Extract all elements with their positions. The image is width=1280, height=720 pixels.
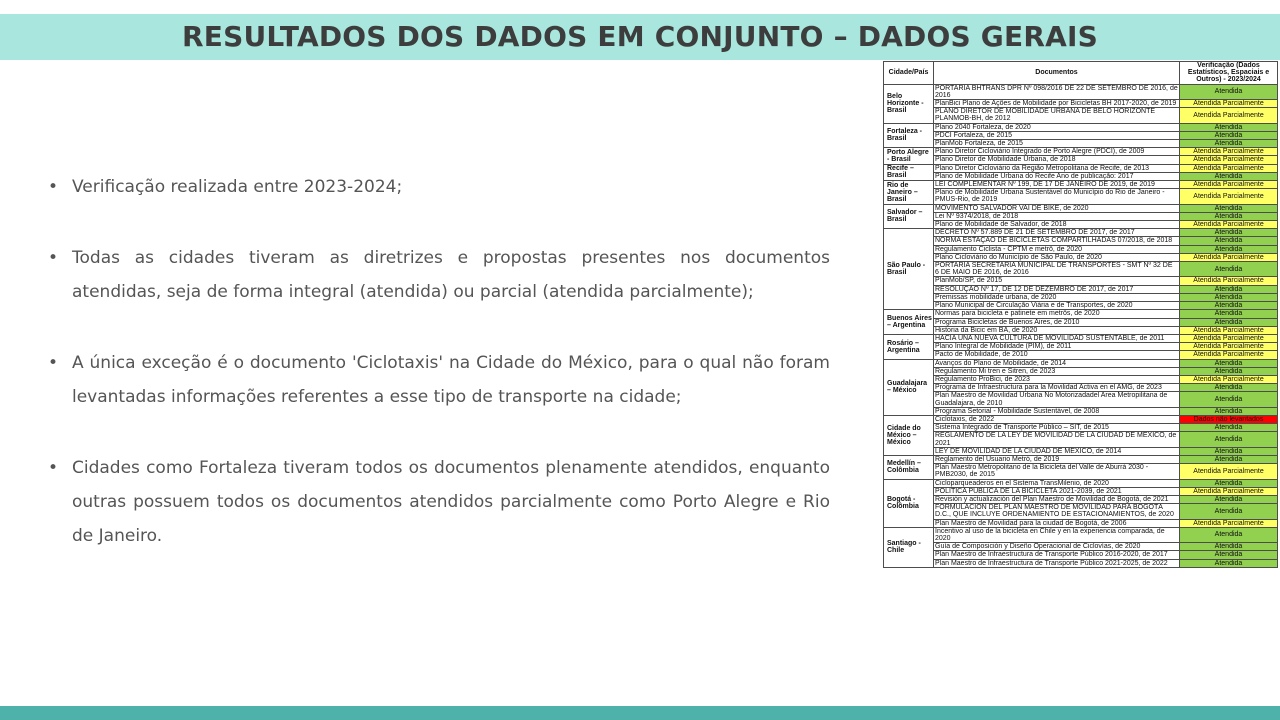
status-cell: Atendida Parcialmente <box>1180 100 1278 108</box>
document-cell: Plano Integral de Mobilidade (PIM), de 2011 <box>934 343 1180 351</box>
status-cell: Atendida <box>1180 447 1278 455</box>
table-row <box>884 504 1278 519</box>
document-cell: REGLAMENTO DE LA LEY DE MOVILIDAD DE LA CIUDAD DE MÉXICO, de 2021 <box>934 432 1180 447</box>
document-cell: Incentivo al uso de la bicicleta en Chile y en la experiencia comparada, de 2020 <box>934 527 1180 542</box>
document-cell: Plano Municipal de Circulação Viária e de Transportes, de 2020 <box>934 302 1180 310</box>
footer-bar <box>0 706 1280 720</box>
table-row <box>884 285 1278 293</box>
table-row <box>884 123 1278 131</box>
documents-table <box>883 61 1278 568</box>
status-cell: Atendida <box>1180 293 1278 301</box>
status-cell: Atendida Parcialmente <box>1180 464 1278 479</box>
status-cell: Atendida <box>1180 237 1278 245</box>
table-row <box>884 343 1278 351</box>
status-cell: Atendida <box>1180 384 1278 392</box>
table-row <box>884 527 1278 542</box>
status-cell: Atendida <box>1180 432 1278 447</box>
document-cell: Premissas mobilidade urbana, de 2020 <box>934 293 1180 301</box>
table-row <box>884 221 1278 229</box>
header-city: Cidade/País <box>884 62 934 85</box>
status-cell: Atendida <box>1180 84 1278 99</box>
document-cell: Plan Maestro de Movilidad para la ciudad de Bogotá, de 2006 <box>934 519 1180 527</box>
city-cell: Rosário – Argentina <box>884 334 934 359</box>
city-cell: Cidade do México – México <box>884 415 934 455</box>
table-row <box>884 495 1278 503</box>
document-cell: Guía de Composición y Diseño Operacional de Ciclovías, de 2020 <box>934 543 1180 551</box>
table-row <box>884 84 1278 99</box>
document-cell: LEI COMPLEMENTAR Nº 199, DE 17 DE JANEIRO DE 2019, de 2019 <box>934 181 1180 189</box>
status-cell: Atendida <box>1180 407 1278 415</box>
document-cell: POLITICA PUBLICA DE LA BICICLETA 2021-2039, de 2021 <box>934 487 1180 495</box>
table-body <box>884 84 1278 567</box>
table-row <box>884 551 1278 559</box>
document-cell: Plano de Mobilidade Urbana Sustentável do Município do Rio de Janeiro - PMUS-Rio, de 2019 <box>934 189 1180 204</box>
status-cell: Atendida Parcialmente <box>1180 375 1278 383</box>
status-cell: Atendida Parcialmente <box>1180 181 1278 189</box>
table-row <box>884 237 1278 245</box>
table-row <box>884 455 1278 463</box>
city-cell: Santiago - Chile <box>884 527 934 567</box>
bullet-list <box>48 170 830 590</box>
bullet-item <box>48 346 830 414</box>
document-cell: Reglamento del Usuario Metró, de 2019 <box>934 455 1180 463</box>
table-row <box>884 245 1278 253</box>
table-row <box>884 359 1278 367</box>
status-cell: Atendida <box>1180 479 1278 487</box>
table-row <box>884 407 1278 415</box>
status-cell: Atendida <box>1180 504 1278 519</box>
status-cell: Atendida <box>1180 543 1278 551</box>
document-cell: FORMULACIÓN DEL PLAN MAESTRO DE MOVILIDAD PARA BOGOTÁ D.C., QUE INCLUYE ORDENAMIENTO DE ESTACIONAMIENTOS, de 2020 <box>934 504 1180 519</box>
document-cell: Plano de Mobilidade Urbana do Recife Ano de publicação: 2017 <box>934 172 1180 180</box>
status-cell: Atendida Parcialmente <box>1180 253 1278 261</box>
document-cell: PlanMob/SP, de 2015 <box>934 277 1180 285</box>
slide-title: RESULTADOS DOS DADOS EM CONJUNTO – DADOS GERAIS <box>182 20 1098 53</box>
city-cell: São Paulo - Brasil <box>884 229 934 310</box>
table-row <box>884 302 1278 310</box>
table-row <box>884 181 1278 189</box>
status-cell: Atendida Parcialmente <box>1180 343 1278 351</box>
table-row <box>884 253 1278 261</box>
status-cell: Atendida <box>1180 424 1278 432</box>
status-cell: Atendida <box>1180 559 1278 567</box>
status-cell: Atendida Parcialmente <box>1180 221 1278 229</box>
status-cell: Atendida <box>1180 367 1278 375</box>
status-cell: Atendida <box>1180 455 1278 463</box>
status-cell: Atendida <box>1180 527 1278 542</box>
title-bar <box>0 14 1280 60</box>
document-cell: PORTARIA SECRETARIA MUNICIPAL DE TRANSPORTES - SMT Nº 32 DE 6 DE MAIO DE 2016, de 2016 <box>934 262 1180 277</box>
document-cell: Regulamento ProBici, de 2023 <box>934 375 1180 383</box>
document-cell: Pacto de Mobilidade, de 2010 <box>934 351 1180 359</box>
status-cell: Atendida <box>1180 551 1278 559</box>
table-row <box>884 156 1278 164</box>
status-cell: Atendida <box>1180 245 1278 253</box>
document-cell: Lei Nº 9374/2018, de 2018 <box>934 212 1180 220</box>
status-cell: Atendida Parcialmente <box>1180 156 1278 164</box>
document-cell: PDCI Fortaleza, de 2015 <box>934 131 1180 139</box>
status-cell: Atendida <box>1180 262 1278 277</box>
status-cell: Atendida Parcialmente <box>1180 108 1278 123</box>
table-row <box>884 464 1278 479</box>
table-row <box>884 172 1278 180</box>
table-row <box>884 131 1278 139</box>
document-cell: Avanços do Plano de Mobilidade, de 2014 <box>934 359 1180 367</box>
city-cell: Porto Alegre - Brasil <box>884 148 934 164</box>
document-cell: Plano 2040 Fortaleza, de 2020 <box>934 123 1180 131</box>
city-cell: Salvador – Brasil <box>884 204 934 229</box>
bullet-dot-icon: • <box>48 353 59 373</box>
document-cell: Plan Maestro de Movilidad Urbana No Motorizadadel Area Metropilitana de Guadalajara, de 2010 <box>934 392 1180 407</box>
status-cell: Atendida <box>1180 310 1278 318</box>
table-row <box>884 487 1278 495</box>
table-row <box>884 148 1278 156</box>
document-cell: MOVIMENTO SALVADOR VAI DE BIKE, de 2020 <box>934 204 1180 212</box>
table-row <box>884 204 1278 212</box>
status-cell: Atendida Parcialmente <box>1180 487 1278 495</box>
document-cell: PLANO DIRETOR DE MOBILIDADE URBANA DE BELO HORIZONTE PLANMOB-BH, de 2012 <box>934 108 1180 123</box>
table-row <box>884 212 1278 220</box>
table-row <box>884 543 1278 551</box>
city-cell: Belo Horizonte - Brasil <box>884 84 934 123</box>
table-row <box>884 326 1278 334</box>
status-cell: Dados não levantados <box>1180 415 1278 423</box>
status-cell: Atendida Parcialmente <box>1180 277 1278 285</box>
status-cell: Atendida <box>1180 212 1278 220</box>
city-cell: Buenos Aires – Argentina <box>884 310 934 335</box>
table-row <box>884 559 1278 567</box>
table-row <box>884 277 1278 285</box>
table-row <box>884 229 1278 237</box>
table-row <box>884 415 1278 423</box>
document-cell: Plan Maestro de Infraestructura de Transporte Público 2016-2020, de 2017 <box>934 551 1180 559</box>
table-header-row <box>884 62 1278 85</box>
header-documents: Documentos <box>934 62 1180 85</box>
status-cell: Atendida <box>1180 229 1278 237</box>
document-cell: PlanMob Fortaleza, de 2015 <box>934 140 1180 148</box>
document-cell: DECRETO Nº 57.889 DE 21 DE SETEMBRO DE 2017, de 2017 <box>934 229 1180 237</box>
document-cell: Regulamento Ciclista - CPTM e metrô, de 2020 <box>934 245 1180 253</box>
table-row <box>884 293 1278 301</box>
status-cell: Atendida Parcialmente <box>1180 351 1278 359</box>
table-row <box>884 164 1278 172</box>
status-cell: Atendida <box>1180 172 1278 180</box>
table-row <box>884 375 1278 383</box>
table-row <box>884 310 1278 318</box>
status-cell: Atendida <box>1180 359 1278 367</box>
document-cell: LEY DE MOVILIDAD DE LA CIUDAD DE MÉXICO, de 2014 <box>934 447 1180 455</box>
status-cell: Atendida <box>1180 302 1278 310</box>
bullet-item <box>48 170 830 204</box>
table-row <box>884 384 1278 392</box>
table-row <box>884 108 1278 123</box>
bullet-dot-icon: • <box>48 248 59 268</box>
bullet-text: Cidades como Fortaleza tiveram todos os documentos plenamente atendidos, enquanto outras possuem todos os documentos atendidos parcialmente como Porto Alegre e Rio de Janeiro. <box>72 458 830 546</box>
table-row <box>884 432 1278 447</box>
status-cell: Atendida <box>1180 392 1278 407</box>
status-cell: Atendida <box>1180 285 1278 293</box>
documents-table-container <box>883 61 1278 706</box>
city-cell: Recife – Brasil <box>884 164 934 180</box>
status-cell: Atendida Parcialmente <box>1180 189 1278 204</box>
document-cell: Ciclotaxis, de 2022 <box>934 415 1180 423</box>
table-row <box>884 424 1278 432</box>
document-cell: Plano de Mobilidade de Salvador, de 2018 <box>934 221 1180 229</box>
status-cell: Atendida <box>1180 140 1278 148</box>
table-row <box>884 351 1278 359</box>
document-cell: Historia da Bicic em BA, de 2020 <box>934 326 1180 334</box>
table-row <box>884 447 1278 455</box>
document-cell: Regulamento Mi tren e Sitren, de 2023 <box>934 367 1180 375</box>
document-cell: Programa Setorial - Mobilidade Sustentável, de 2008 <box>934 407 1180 415</box>
table-row <box>884 140 1278 148</box>
table-row <box>884 367 1278 375</box>
table-row <box>884 334 1278 342</box>
city-cell: Bogotá - Colômbia <box>884 479 934 527</box>
bullet-dot-icon: • <box>48 458 59 478</box>
city-cell: Rio de Janeiro – Brasil <box>884 181 934 205</box>
status-cell: Atendida Parcialmente <box>1180 334 1278 342</box>
table-row <box>884 262 1278 277</box>
document-cell: Plan Maestro Metropolitano de la Bicicleta del Valle de Aburrá 2030 - PMB2030, de 2015 <box>934 464 1180 479</box>
table-row <box>884 189 1278 204</box>
bullet-dot-icon: • <box>48 177 59 197</box>
bullet-item <box>48 451 830 553</box>
document-cell: NORMA ESTAÇÃO DE BICICLETAS COMPARTILHADAS 07/2018, de 2018 <box>934 237 1180 245</box>
status-cell: Atendida <box>1180 204 1278 212</box>
bullet-text: Verificação realizada entre 2023-2024; <box>72 177 403 197</box>
document-cell: RESOLUÇÃO Nº 17, DE 12 DE DEZEMBRO DE 2017, de 2017 <box>934 285 1180 293</box>
status-cell: Atendida <box>1180 123 1278 131</box>
bullet-text: Todas as cidades tiveram as diretrizes e propostas presentes nos documentos atendidas, seja de forma integral (atendida) ou parcial (atendida parcialmente); <box>72 248 830 302</box>
bullet-item <box>48 241 830 309</box>
status-cell: Atendida Parcialmente <box>1180 519 1278 527</box>
document-cell: PORTARIA BHTRANS DPR Nº 098/2016 DE 22 DE SETEMBRO DE 2016, de 2016 <box>935 84 1178 99</box>
status-cell: Atendida <box>1180 318 1278 326</box>
city-cell: Fortaleza - Brasil <box>884 123 934 148</box>
status-cell: Atendida Parcialmente <box>1180 164 1278 172</box>
document-cell: Plano Diretor de Mobilidade Urbana, de 2018 <box>934 156 1180 164</box>
document-cell: Sistema Integrado de Transporte Público – SIT, de 2015 <box>934 424 1180 432</box>
table-row <box>884 392 1278 407</box>
document-cell: Plano Diretor Cicloviário da Região Metropolitana de Recife, de 2013 <box>934 164 1180 172</box>
status-cell: Atendida <box>1180 131 1278 139</box>
document-cell: Programa de Infraestructura para la Movilidad Activa en el AMG, de 2023 <box>934 384 1180 392</box>
city-cell: Guadalajara – México <box>884 359 934 415</box>
status-cell: Atendida Parcialmente <box>1180 148 1278 156</box>
header-verification: Verificação (Dados Estatísticos, Espaciais e Outros) - 2023/2024 <box>1180 62 1278 85</box>
table-row <box>884 318 1278 326</box>
table-row <box>884 100 1278 108</box>
city-cell: Medellín – Colômbia <box>884 455 934 479</box>
document-cell: Plan Maestro de Infraestructura de Transporte Público 2021-2025, de 2022 <box>934 559 1180 567</box>
table-row <box>884 479 1278 487</box>
document-cell: Programa Bicicletas de Buenos Aires, de 2010 <box>934 318 1180 326</box>
table-row <box>884 519 1278 527</box>
bullet-text: A única exceção é o documento 'Ciclotaxis' na Cidade do México, para o qual não foram levantadas informações referentes a esse tipo de transporte na cidade; <box>72 353 830 407</box>
document-cell: Cicloparqueaderos en el Sistema TransMilenio, de 2020 <box>934 479 1180 487</box>
status-cell: Atendida Parcialmente <box>1180 326 1278 334</box>
document-cell: HACIA UNA NUEVA CULTURA DE MOVILIDAD SUSTENTABLE, de 2011 <box>934 334 1180 342</box>
document-cell: PlanBici Plano de Ações de Mobilidade por Bicicletas BH 2017-2020, de 2019 <box>934 100 1180 108</box>
document-cell: Plano Cicloviário do Município de São Paulo, de 2020 <box>934 253 1180 261</box>
status-cell: Atendida <box>1180 495 1278 503</box>
document-cell: Normas para bicicleta e patinete em metrôs, de 2020 <box>934 310 1180 318</box>
document-cell: Revisión y actualización del Plan Maestro de Movilidad de Bogotá, de 2021 <box>934 495 1180 503</box>
document-cell: Plano Diretor Cicloviário Integrado de Porto Alegre (PDCI), de 2009 <box>934 148 1180 156</box>
